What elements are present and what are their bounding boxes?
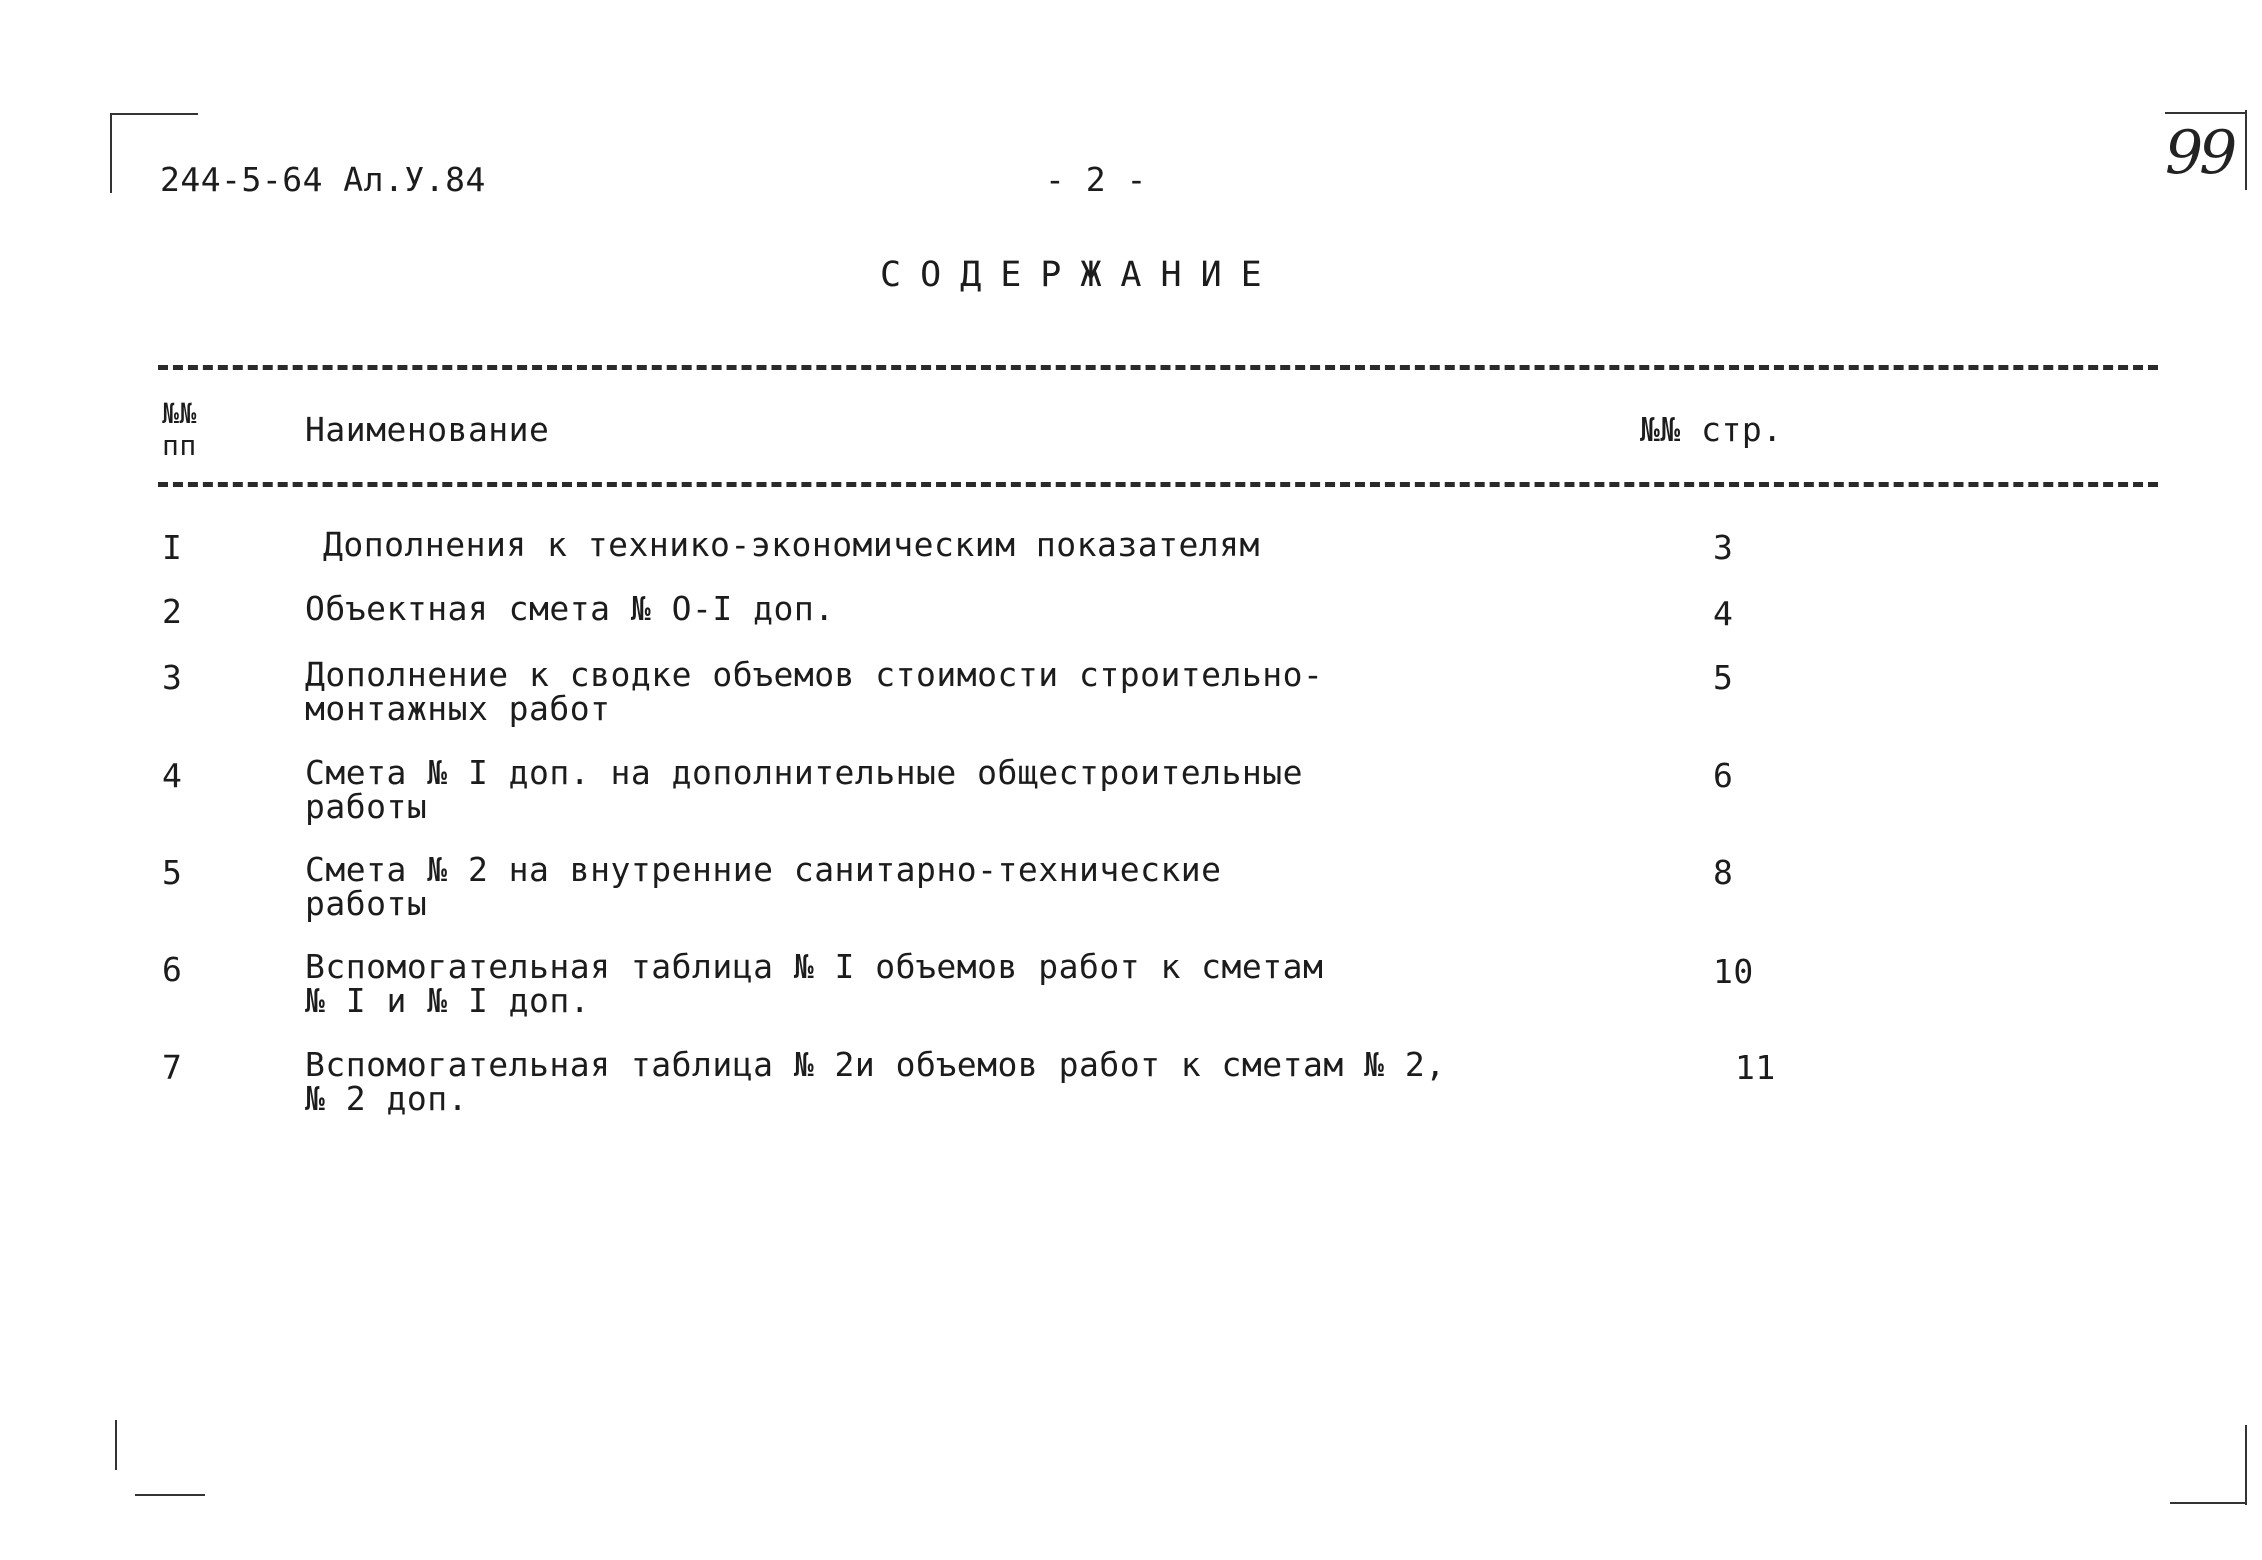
row-name: Дополнение к сводке объемов стоимости строительно- монтажных работ <box>305 655 1324 728</box>
column-header-page: №№ стр. <box>1640 410 1783 449</box>
row-number: 2 <box>162 592 183 631</box>
column-header-name: Наименование <box>305 410 550 449</box>
row-page: 6 <box>1713 756 1734 795</box>
row-number: 3 <box>162 658 183 697</box>
table-top-rule <box>158 365 2158 370</box>
page-label: - 2 - <box>1045 160 1147 199</box>
row-number: 6 <box>162 950 183 989</box>
row-page: 5 <box>1713 658 1734 697</box>
row-page: 8 <box>1713 853 1734 892</box>
row-number: I <box>162 528 183 567</box>
row-page: 4 <box>1713 594 1734 633</box>
document-code: 244-5-64 Ал.У.84 <box>160 160 486 199</box>
page-title: СОДЕРЖАНИЕ <box>880 255 1281 295</box>
row-name: Смета № 2 на внутренние санитарно-технические работы <box>305 850 1222 923</box>
table-header-rule <box>158 482 2158 487</box>
row-page: 11 <box>1735 1048 1776 1087</box>
row-name: Смета № I доп. на дополнительные общестроительные работы <box>305 753 1304 826</box>
handwritten-page-number: 99 <box>2165 118 2234 188</box>
row-name: Вспомогательная таблица № I объемов работ к сметам № I и № I доп. <box>305 947 1324 1020</box>
row-number: 5 <box>162 853 183 892</box>
row-page: 3 <box>1713 528 1734 567</box>
column-header-number: №№ пп <box>162 397 197 462</box>
row-name: Объектная смета № О-I доп. <box>305 589 835 628</box>
row-name: Дополнения к технико-экономическим показателям <box>323 525 1260 564</box>
row-number: 4 <box>162 756 183 795</box>
row-name: Вспомогательная таблица № 2и объемов работ к сметам № 2, № 2 доп. <box>305 1045 1446 1118</box>
row-page: 10 <box>1713 952 1754 991</box>
row-number: 7 <box>162 1048 183 1087</box>
